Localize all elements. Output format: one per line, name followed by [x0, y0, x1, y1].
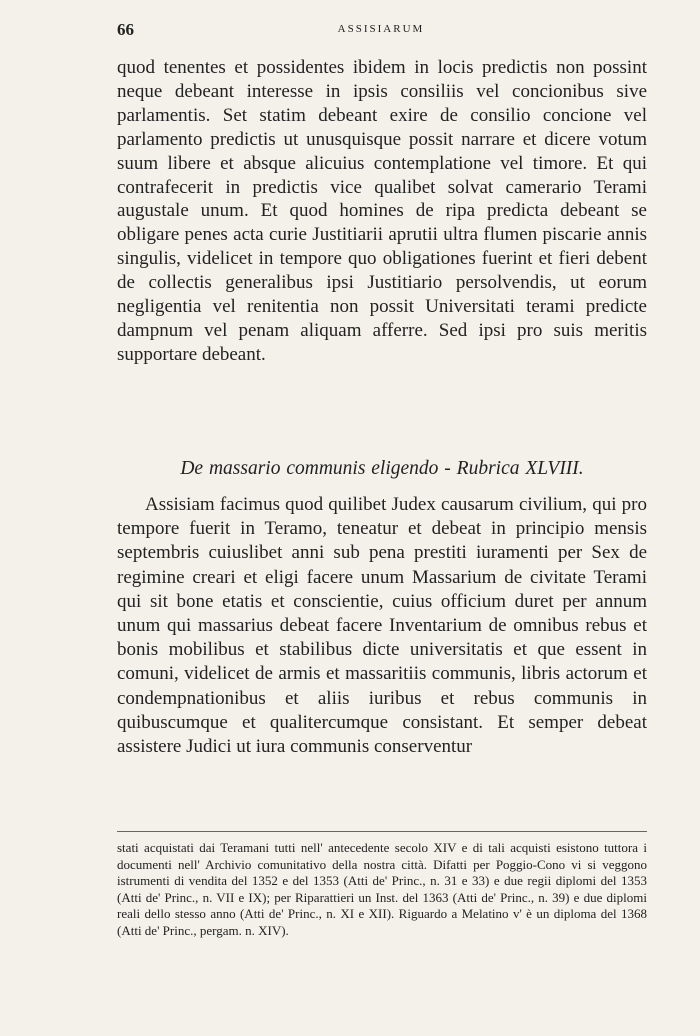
footnote: stati acquistati dai Teramani tutti nell' antecedente secolo XIV e di tali acquisti esistono tuttora i documenti nell' Archivio comunitativo della nostra città. Difatti per Poggio-Cono vi si veggono istrumenti di vendita del 1352 e del 1353 (Atti de' Princ., n. 31 e 33) e due regii diplomi del 1353 (Atti de' Princ., n. VII e IX); per Riparattieri un Inst. del 1363 (Atti de' Princ., n. 39) e due diplomi reali dello stesso anno (Atti de' Princ., n. XI e XII). Riguardo a Melatino v' è un diploma del 1368 (Atti de' Princ., pergam. n. XIV).: [117, 840, 647, 938]
paragraph-continuation: quod tenentes et possidentes ibidem in locis predictis non possint neque debeant interesse in ipsis consiliis vel concionibus sive parlamentis. Set statim debeant exire de consilio concione vel parlamento predictis ut unusquisque possit narrare et dicere votum suum libere et absque alicuius contemplatione vel timore. Et qui contrafecerit in predictis vice qualibet solvat camerario Terami augustale unum. Et quod homines de ripa predicta debeant se obligare penes acta curie Justitiarii aprutii ultra flumen piscarie annis singulis, videlicet in tempore quo obligationes fuerint et fieri debent de collectis generalibus ipsi Justitiario persolvendis, ut eorum negligentia vel renitentia non possit Universitati terami predicte dampnum vel penam aliquam afferre. Sed ipsi pro suis meritis supportare debeant.: [117, 57, 647, 365]
rubric-heading: De massario communis eligendo - Rubrica XLVIII.: [180, 458, 584, 479]
running-head: ASSISIARUM: [337, 23, 425, 35]
text-block-continuation: [117, 56, 647, 367]
footnote-divider: [117, 831, 647, 832]
paragraph-rubric: Assisiam facimus quod quilibet Judex causarum civilium, qui pro tempore fuerit in Teramo, teneatur et debeat in principio mensis septembris cuiuslibet anni sub pena prestiti iuramenti per Sex de regimine creari et eligi facere unum Massarium de civitate Terami qui sit bone etatis et conscientie, cuius officium duret per annum unum qui massarius debeat facere Inventarium de omnibus rebus et bonis mobilibus et stabilibus dicte universitatis et que essent in comuni, videlicet de armis et massaritiis communis, libris actorum et condempnationibus et aliis iuribus et rebus communis in quibuscumque et qualitercumque consistant. Et semper debeat assistere Judici ut iura communis conserventur: [117, 494, 647, 758]
text-block-rubric: [117, 493, 647, 759]
page-number: 66: [117, 20, 134, 39]
page-header: [117, 20, 645, 48]
